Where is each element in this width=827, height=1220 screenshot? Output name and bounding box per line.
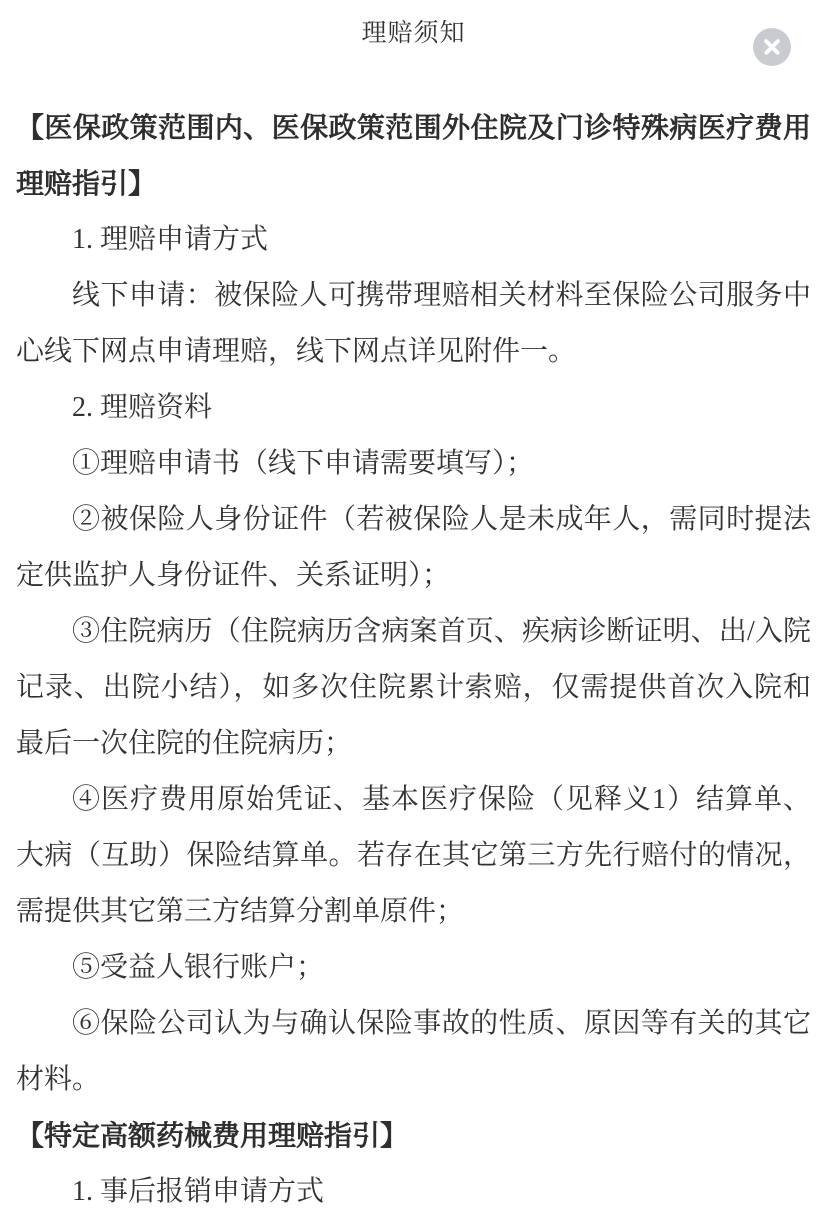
notice-paragraph: 线下申请：被保险人可携带理赔相关材料至保险公司服务中心线下网点申请理赔，线下网点详见附件一。: [16, 280, 811, 367]
close-button[interactable]: [753, 28, 791, 66]
notice-paragraph: ③住院病历（住院病历含病案首页、疾病诊断证明、出/入院记录、出院小结），如多次住院累计索赔，仅需提供首次入院和最后一次住院的住院病历；: [16, 616, 811, 759]
modal-header: [0, 0, 827, 46]
notice-paragraph: 1. 理赔申请方式: [72, 224, 269, 255]
section-heading: 【特定高额药械费用理赔指引】: [16, 1120, 409, 1151]
notice-paragraph: ⑥保险公司认为与确认保险事故的性质、原因等有关的其它材料。: [16, 1008, 811, 1095]
section-heading: 【医保政策范围内、医保政策范围外住院及门诊特殊病医疗费用理赔指引】: [16, 112, 811, 199]
page-title: 理赔须知: [361, 19, 466, 47]
notice-paragraph: ④医疗费用原始凭证、基本医疗保险（见释义1）结算单、大病（互助）保险结算单。若存在其它第三方先行赔付的情况，需提供其它第三方结算分割单原件；: [16, 784, 811, 927]
notice-content: [16, 100, 811, 1220]
notice-paragraph: 1. 事后报销申请方式: [72, 1176, 325, 1207]
notice-paragraph: ⑤受益人银行账户；: [72, 952, 325, 983]
notice-paragraph: ②被保险人身份证件（若被保险人是未成年人，需同时提法定供监护人身份证件、关系证明）；: [16, 504, 811, 591]
notice-paragraph: 2. 理赔资料: [72, 392, 213, 423]
notice-paragraph: ①理赔申请书（线下申请需要填写）；: [72, 448, 535, 479]
